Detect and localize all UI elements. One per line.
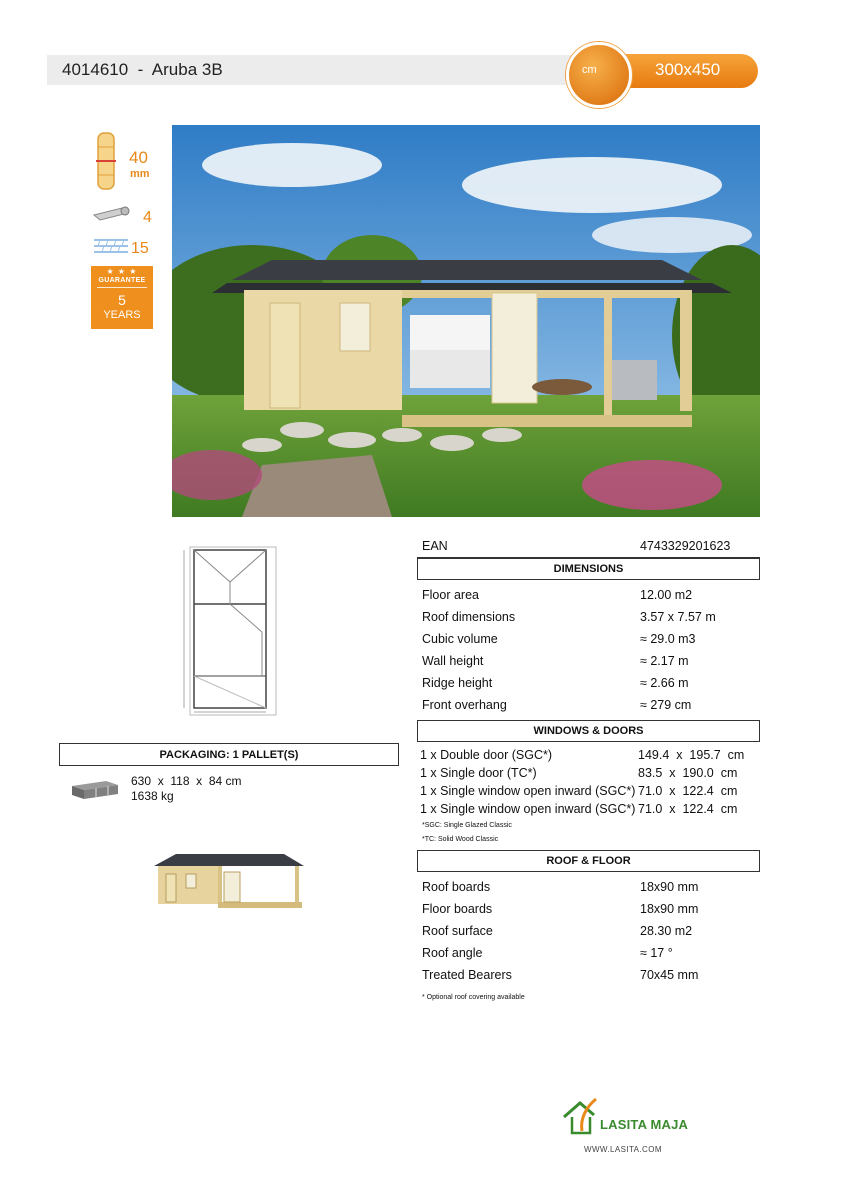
spec-label: Floor area bbox=[422, 588, 479, 602]
product-title: 4014610 - Aruba 3B bbox=[62, 60, 223, 79]
spec-row bbox=[417, 672, 760, 694]
packaging-dimensions: 630 x 118 x 84 cm bbox=[131, 774, 242, 788]
spec-label: Roof boards bbox=[422, 880, 491, 894]
spec-row bbox=[417, 694, 760, 716]
spec-row bbox=[417, 628, 760, 650]
note-tc: *TC: Solid Wood Classic bbox=[422, 835, 499, 843]
spec-value: 71.0 x 122.4 cm bbox=[638, 802, 738, 816]
windows-doors-header: WINDOWS & DOORS bbox=[417, 720, 760, 742]
spec-value: 71.0 x 122.4 cm bbox=[638, 784, 738, 798]
spec-row bbox=[417, 606, 760, 628]
spec-row bbox=[417, 876, 760, 898]
ean-row bbox=[417, 535, 760, 558]
dimensions-header: DIMENSIONS bbox=[417, 558, 760, 580]
roofing-roll-icon bbox=[92, 205, 130, 221]
packaging-header: PACKAGING: 1 PALLET(S) bbox=[59, 743, 399, 766]
wall-plank-icon bbox=[96, 132, 116, 190]
spec-value: 70x45 mm bbox=[640, 968, 699, 982]
spec-label: Roof surface bbox=[422, 924, 493, 938]
spec-row bbox=[417, 964, 760, 986]
spec-value: ≈ 2.66 m bbox=[640, 676, 689, 690]
spec-value: ≈ 29.0 m3 bbox=[640, 632, 696, 646]
spec-label: Roof angle bbox=[422, 946, 483, 960]
guarantee-label: GUARANTEE bbox=[98, 277, 146, 284]
spec-label: 1 x Single window open inward (SGC*) bbox=[420, 784, 636, 798]
spec-value: 83.5 x 190.0 cm bbox=[638, 766, 738, 780]
spec-row bbox=[417, 782, 760, 800]
spec-label: 1 x Double door (SGC*) bbox=[420, 748, 553, 762]
spec-label: 1 x Single window open inward (SGC*) bbox=[420, 802, 636, 816]
spec-row bbox=[417, 650, 760, 672]
spec-value: 149.4 x 195.7 cm bbox=[638, 748, 745, 762]
guarantee-years: 5 bbox=[118, 292, 126, 308]
brand-name: LASITA MAJA bbox=[600, 1117, 689, 1132]
spec-value: 28.30 m2 bbox=[640, 924, 693, 938]
spec-label: 1 x Single door (TC*) bbox=[420, 766, 537, 780]
guarantee-unit: YEARS bbox=[103, 309, 141, 321]
packaging-weight: 1638 kg bbox=[131, 789, 174, 803]
spec-row bbox=[417, 764, 760, 782]
spec-label: Cubic volume bbox=[422, 632, 498, 646]
pallet-icon bbox=[70, 778, 120, 800]
ean-value: 4743329201623 bbox=[640, 539, 731, 553]
cm-icon bbox=[566, 42, 632, 108]
shingles-icon bbox=[92, 236, 130, 256]
note-sgc: *SGC: Single Glazed Classic bbox=[422, 821, 512, 829]
spec-row bbox=[417, 920, 760, 942]
spec-row bbox=[417, 584, 760, 606]
spec-label: Roof dimensions bbox=[422, 610, 516, 624]
floor-plan-drawing bbox=[172, 542, 284, 720]
guarantee-badge bbox=[91, 266, 153, 329]
spec-value: 18x90 mm bbox=[640, 902, 699, 916]
spec-value: 18x90 mm bbox=[640, 880, 699, 894]
spec-label: Front overhang bbox=[422, 698, 507, 712]
shingles-value: 15 bbox=[131, 240, 149, 257]
brand-url: WWW.LASITA.COM bbox=[584, 1145, 662, 1154]
wall-thickness-unit: mm bbox=[130, 168, 150, 180]
spec-value: ≈ 279 cm bbox=[640, 698, 692, 712]
spec-row bbox=[417, 898, 760, 920]
guarantee-divider bbox=[97, 287, 147, 288]
star-icons: ★ ★ ★ bbox=[106, 267, 138, 276]
roof-note: * Optional roof covering available bbox=[422, 993, 525, 1001]
spec-label: Floor boards bbox=[422, 902, 493, 916]
spec-row bbox=[417, 942, 760, 964]
cm-label: cm bbox=[582, 64, 597, 76]
house-render-thumbnail bbox=[150, 850, 308, 912]
roof-floor-header: ROOF & FLOOR bbox=[417, 850, 760, 872]
size-badge-text: 300x450 bbox=[655, 60, 721, 79]
spec-table bbox=[417, 535, 760, 1004]
spec-row bbox=[417, 746, 760, 764]
ean-label: EAN bbox=[422, 539, 448, 553]
spec-label: Treated Bearers bbox=[422, 968, 512, 982]
spec-value: ≈ 2.17 m bbox=[640, 654, 689, 668]
wall-thickness-value: 40 bbox=[129, 148, 148, 167]
spec-label: Wall height bbox=[422, 654, 484, 668]
spec-value: 3.57 x 7.57 m bbox=[640, 610, 716, 624]
roofing-rolls-value: 4 bbox=[143, 209, 152, 226]
spec-value: 12.00 m2 bbox=[640, 588, 693, 602]
spec-label: Ridge height bbox=[422, 676, 493, 690]
spec-row bbox=[417, 800, 760, 818]
spec-value: ≈ 17 ° bbox=[640, 946, 673, 960]
product-photo bbox=[172, 125, 760, 517]
